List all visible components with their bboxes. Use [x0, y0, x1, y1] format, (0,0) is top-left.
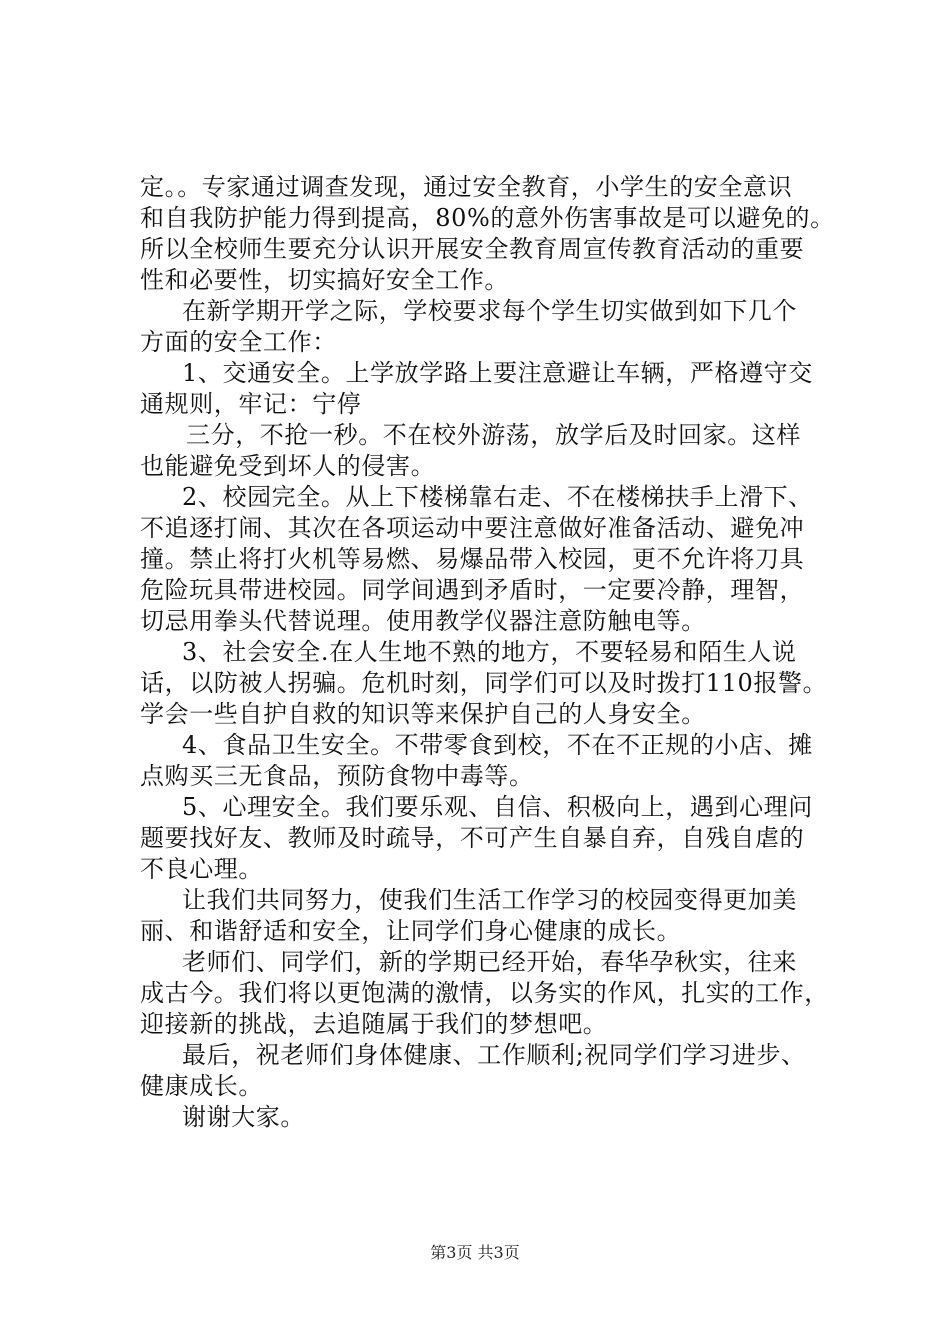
text-line: 让我们共同努力，使我们生活工作学习的校园变得更加美	[182, 886, 797, 914]
text-line: 在新学期开学之际，学校要求每个学生切实做到如下几个	[182, 297, 797, 325]
text-line: 老师们、同学们，新的学期已经开始，春华孕秋实，往来	[182, 948, 797, 976]
text-line: 2、校园完全。从上下楼梯靠右走、不在楼梯扶手上滑下、	[182, 483, 813, 511]
text-line: 通规则，牢记：宁停	[140, 390, 362, 418]
text-line: 不良心理。	[140, 855, 263, 883]
text-line: 方面的安全工作：	[140, 328, 337, 356]
body-text	[140, 172, 840, 1133]
text-line: 切忌用拳头代替说理。使用教学仪器注意防触电等。	[140, 607, 706, 635]
text-line: 定。。专家通过调查发现，通过安全教育，小学生的安全意识	[140, 173, 793, 201]
text-line: 5、心理安全。我们要乐观、自信、积极向上，遇到心理问	[182, 793, 813, 821]
text-line: 三分，不抢一秒。不在校外游荡，放学后及时回家。这样	[186, 421, 801, 449]
text-line: 题要找好友、教师及时疏导，不可产生自暴自弃，自残自虐的	[140, 824, 805, 852]
text-line: 3、社会安全.在人生地不熟的地方，不要轻易和陌生人说	[182, 638, 797, 666]
page-number-footer: 第3页 共3页	[430, 1243, 520, 1262]
text-line: 不追逐打闹、其次在各项运动中要注意做好准备活动、避免冲	[140, 514, 805, 542]
text-line: 性和必要性，切实搞好安全工作。	[140, 266, 509, 294]
text-line: 话，以防被人拐骗。危机时刻，同学们可以及时拨打110报警。	[140, 669, 828, 697]
text-line: 所以全校师生要充分认识开展安全教育周宣传教育活动的重要	[140, 235, 805, 263]
text-line: 1、交通安全。上学放学路上要注意避让车辆，严格遵守交	[182, 359, 813, 387]
text-line: 成古今。我们将以更饱满的激情，以务实的作风，扎实的工作，	[140, 979, 829, 1007]
text-line: 学会一些自护自救的知识等来保护自己的人身安全。	[140, 700, 706, 728]
text-line: 健康成长。	[140, 1072, 263, 1100]
text-line: 和自我防护能力得到提高，80%的意外伤害事故是可以避免的。	[140, 204, 835, 232]
text-line: 谢谢大家。	[182, 1103, 305, 1131]
text-line: 丽、和谐舒适和安全，让同学们身心健康的成长。	[140, 917, 682, 945]
text-line: 最后，祝老师们身体健康、工作顺利;祝同学们学习进步、	[182, 1041, 806, 1069]
text-line: 危险玩具带进校园。同学间遇到矛盾时，一定要冷静，理智，	[140, 576, 805, 604]
text-line: 4、食品卫生安全。不带零食到校，不在不正规的小店、摊	[182, 731, 813, 759]
text-line: 也能避免受到坏人的侵害。	[140, 452, 436, 480]
text-line: 撞。禁止将打火机等易燃、易爆品带入校园，更不允许将刀具	[140, 545, 805, 573]
text-line: 点购买三无食品，预防食物中毒等。	[140, 762, 534, 790]
text-line: 迎接新的挑战，去追随属于我们的梦想吧。	[140, 1010, 608, 1038]
